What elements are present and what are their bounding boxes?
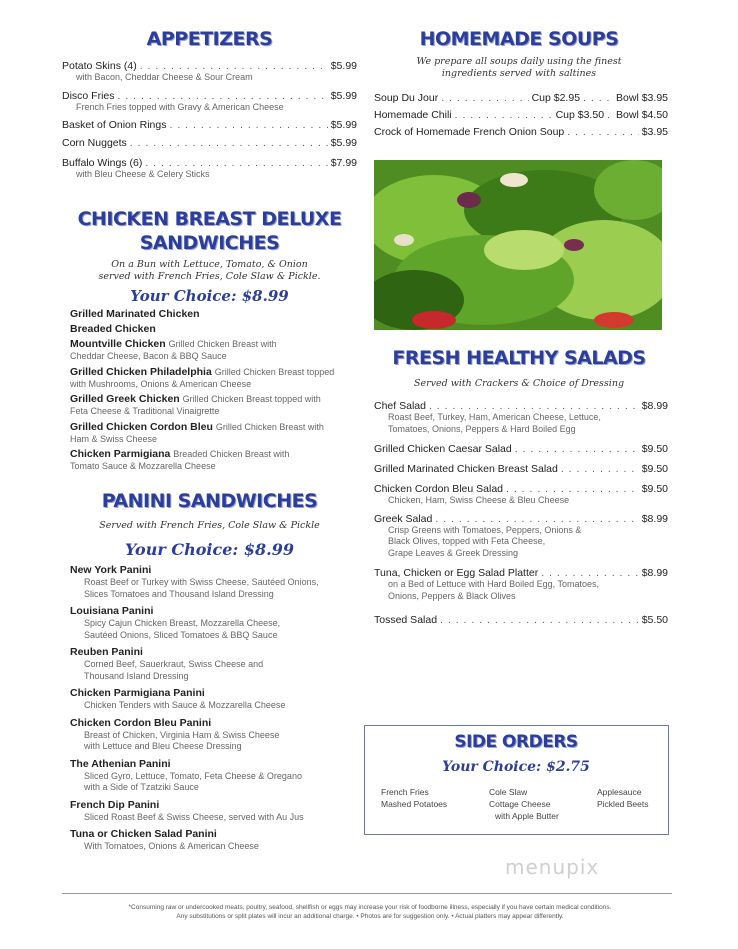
item-desc: with a Side of Tzatziki Sauce (84, 782, 199, 792)
bowl-price: Bowl $3.95 (616, 92, 668, 104)
chicken-item (70, 421, 357, 446)
item-name: Tossed Salad (374, 614, 438, 626)
side-item: Cottage Cheese (489, 799, 551, 809)
item-name: Disco Fries (62, 89, 115, 102)
item-price: $8.99 (641, 512, 668, 525)
side-item: Pickled Beets (597, 799, 649, 809)
panini-title: PANINI SANDWICHES (101, 490, 318, 512)
side-item: Cole Slaw (489, 787, 528, 797)
chicken-item (70, 366, 357, 391)
item-desc: Sliced Roast Beef & Swiss Cheese, served with Au Jus (84, 811, 304, 822)
item-price: $9.50 (641, 443, 668, 455)
item-name: Greek Salad (374, 512, 433, 525)
panini-item (70, 687, 357, 712)
item-desc: Black Olives, topped with Feta Cheese, (388, 536, 546, 546)
appetizer-item (62, 157, 357, 181)
item-name: Soup Du Jour (374, 92, 439, 104)
sides-col-3 (597, 786, 649, 810)
appetizer-item (62, 137, 357, 149)
item-inline-desc: Breaded Chicken Breast with (173, 449, 290, 459)
footnote (60, 903, 680, 921)
item-price: $5.99 (330, 60, 357, 72)
item-name: Chicken Parmigiana Panini (70, 687, 205, 699)
appetizer-item (62, 119, 357, 131)
item-price: $5.50 (641, 614, 668, 626)
item-name: French Dip Panini (70, 798, 160, 811)
item-desc: Cheddar Cheese, Bacon & BBQ Sauce (70, 351, 227, 361)
footnote-line2: Any substitutions or split plates will incur an additional charge. • Photos are for suggestion only. • Actual platters may appear differently. (176, 913, 564, 920)
chicken-choice-price: Your Choice: $8.99 (130, 287, 289, 305)
appetizer-item (62, 90, 357, 114)
item-desc: Feta Cheese & Traditional Vinaigrette (70, 406, 220, 416)
salad-item (374, 567, 668, 602)
footnote-line1: *Consuming raw or undercooked meats, poultry, seafood, shellfish or eggs may increase your risk of foodborne illness, especially if you have certain medical conditions. (128, 904, 612, 911)
panini-item (70, 646, 357, 682)
side-item: Mashed Potatoes (381, 799, 448, 809)
item-name: Homemade Chili (374, 109, 452, 121)
item-desc: Tomato Sauce & Mozzarella Cheese (70, 461, 216, 471)
side-item: Applesauce (597, 787, 642, 797)
item-name: New York Panini (70, 564, 152, 576)
item-name: Tuna or Chicken Salad Panini (70, 828, 217, 840)
side-orders-box (364, 725, 669, 835)
item-name: Basket of Onion Rings (62, 119, 167, 131)
sides-title: SIDE ORDERS (454, 732, 578, 752)
panini-choice-price: Your Choice: $8.99 (125, 540, 294, 559)
item-name: Chicken Cordon Bleu Salad (374, 483, 503, 495)
item-name: Corn Nuggets (62, 137, 127, 149)
item-inline-desc: Grilled Chicken Breast topped with (182, 394, 321, 404)
chicken-list (70, 308, 357, 473)
item-inline-desc: Grilled Chicken Breast topped (214, 366, 335, 377)
chicken-title (62, 207, 357, 255)
sides-col-2 (489, 786, 569, 822)
item-name: Grilled Greek Chicken (70, 393, 180, 405)
salads-list (374, 400, 668, 626)
item-desc: Sliced Gyro, Lettuce, Tomato, Feta Cheese & Oregano (84, 770, 302, 781)
item-name: Chicken Cordon Bleu Panini (70, 716, 212, 729)
chicken-item: Grilled Marinated Chicken (70, 308, 200, 320)
item-name: Potato Skins (4) (62, 60, 137, 72)
item-desc: Onions, Peppers & Black Olives (388, 590, 516, 601)
appetizers-list (62, 60, 357, 181)
side-item: French Fries (381, 787, 429, 797)
appetizer-item (62, 60, 357, 84)
salad-item (374, 400, 668, 435)
item-price: $9.50 (641, 463, 668, 475)
panini-item (70, 758, 357, 794)
chicken-item (70, 338, 357, 363)
item-name: Reuben Panini (70, 646, 143, 658)
item-desc: Roast Beef or Turkey with Swiss Cheese, Sautéed Onions, (84, 577, 319, 587)
item-name: The Athenian Panini (70, 757, 171, 770)
panini-item (70, 564, 357, 600)
item-desc: With Tomatoes, Onions & American Cheese (84, 841, 259, 851)
item-name: Grilled Chicken Caesar Salad (374, 443, 512, 455)
item-desc: with Lettuce and Bleu Cheese Dressing (84, 741, 242, 751)
item-desc: Ham & Swiss Cheese (70, 433, 158, 444)
chicken-item (70, 448, 357, 473)
panini-subtitle: Served with French Fries, Cole Slaw & Pickle (99, 520, 320, 531)
salad-item (374, 513, 668, 560)
soup-item (374, 126, 668, 138)
item-desc: on a Bed of Lettuce with Hard Boiled Egg, Tomatoes, (388, 579, 599, 589)
chicken-sub-line1: On a Bun with Lettuce, Tomato, & Onion (111, 259, 308, 270)
menupix-watermark: menupix (505, 855, 600, 879)
sides-choice-price: Your Choice: $2.75 (442, 759, 590, 775)
sides-col-1 (381, 786, 447, 810)
chicken-title-line2: SANDWICHES (139, 232, 280, 254)
item-price: $5.99 (330, 89, 357, 102)
cup-price: Cup $3.50 (555, 109, 605, 121)
item-desc: Tomatoes, Onions, Peppers & Hard Boiled Egg (388, 423, 576, 434)
panini-item (70, 828, 357, 853)
item-desc: with Bacon, Cheddar Cheese & Sour Cream (76, 72, 253, 82)
item-name: Louisiana Panini (70, 605, 154, 617)
item-name: Tuna, Chicken or Egg Salad Platter (374, 567, 539, 579)
item-desc: Sautéed Onions, Sliced Tomatoes & BBQ Sauce (84, 629, 278, 640)
item-desc: Chicken Tenders with Sauce & Mozzarella Cheese (84, 700, 286, 710)
item-name: Chicken Parmigiana (70, 448, 171, 460)
side-item-note: with Apple Butter (495, 811, 559, 821)
item-price: $5.99 (330, 119, 357, 131)
item-desc: Grape Leaves & Greek Dressing (388, 547, 519, 558)
chicken-subtitle (62, 259, 357, 283)
appetizers-title: APPETIZERS (146, 28, 273, 50)
soups-title: HOMEMADE SOUPS (419, 28, 619, 50)
item-desc: Thousand Island Dressing (84, 670, 189, 681)
soups-subtitle (370, 56, 668, 80)
salad-item (374, 443, 668, 455)
item-name: Grilled Chicken Philadelphia (70, 365, 212, 378)
item-desc: Corned Beef, Sauerkraut, Swiss Cheese and (84, 659, 264, 669)
item-name: Grilled Marinated Chicken Breast Salad (374, 463, 558, 475)
item-price: $8.99 (641, 400, 668, 412)
item-desc: Chicken, Ham, Swiss Cheese & Bleu Cheese (388, 495, 570, 505)
salad-photo-graphic (374, 160, 662, 330)
chicken-sub-line2: served with French Fries, Cole Slaw & Pickle. (98, 271, 321, 282)
salad-item (374, 463, 668, 475)
chicken-title-line1: CHICKEN BREAST DELUXE (77, 208, 342, 230)
salads-title: FRESH HEALTHY SALADS (392, 347, 646, 369)
item-desc: Spicy Cajun Chicken Breast, Mozzarella Cheese, (84, 618, 281, 628)
item-desc: Slices Tomatoes and Thousand Island Dressing (84, 588, 274, 599)
item-desc: with Mushrooms, Onions & American Cheese (70, 378, 252, 389)
chicken-item (70, 393, 357, 418)
soup-item (374, 109, 668, 121)
chicken-item: Breaded Chicken (70, 323, 156, 335)
panini-list (70, 564, 357, 853)
item-price: $3.95 (641, 126, 668, 138)
item-desc: Crisp Greens with Tomatoes, Peppers, Onions & (388, 524, 582, 535)
soups-sub-line2: ingredients served with saltines (441, 68, 597, 79)
panini-item (70, 717, 357, 753)
item-price: $9.50 (641, 483, 668, 495)
item-name: Buffalo Wings (6) (62, 157, 143, 169)
soups-list (374, 92, 668, 138)
panini-item (70, 799, 357, 824)
soups-sub-line1: We prepare all soups daily using the finest (416, 56, 622, 67)
item-inline-desc: Grilled Chicken Breast with (168, 339, 277, 349)
item-price: $7.99 (330, 157, 357, 169)
item-price: $5.99 (330, 137, 357, 149)
item-desc: Roast Beef, Turkey, Ham, American Cheese, Lettuce, (388, 412, 601, 422)
item-name: Crock of Homemade French Onion Soup (374, 126, 565, 138)
item-inline-desc: Grilled Chicken Breast with (215, 421, 324, 432)
salad-item (374, 614, 668, 626)
item-desc: French Fries topped with Gravy & American Cheese (76, 101, 284, 112)
item-price: $8.99 (641, 567, 668, 579)
bowl-price: Bowl $4.50 (616, 109, 668, 121)
soup-item (374, 92, 668, 104)
salads-subtitle: Served with Crackers & Choice of Dressing (413, 378, 625, 389)
item-name: Grilled Chicken Cordon Bleu (70, 420, 213, 433)
cup-price: Cup $2.95 (531, 92, 581, 104)
item-name: Mountville Chicken (70, 338, 166, 350)
footer-divider (62, 893, 672, 894)
salad-item (374, 483, 668, 507)
salad-photo (374, 160, 662, 330)
panini-item (70, 605, 357, 641)
item-name: Chef Salad (374, 400, 426, 412)
item-desc: Breast of Chicken, Virginia Ham & Swiss Cheese (84, 729, 280, 740)
item-desc: with Bleu Cheese & Celery Sticks (76, 169, 210, 179)
